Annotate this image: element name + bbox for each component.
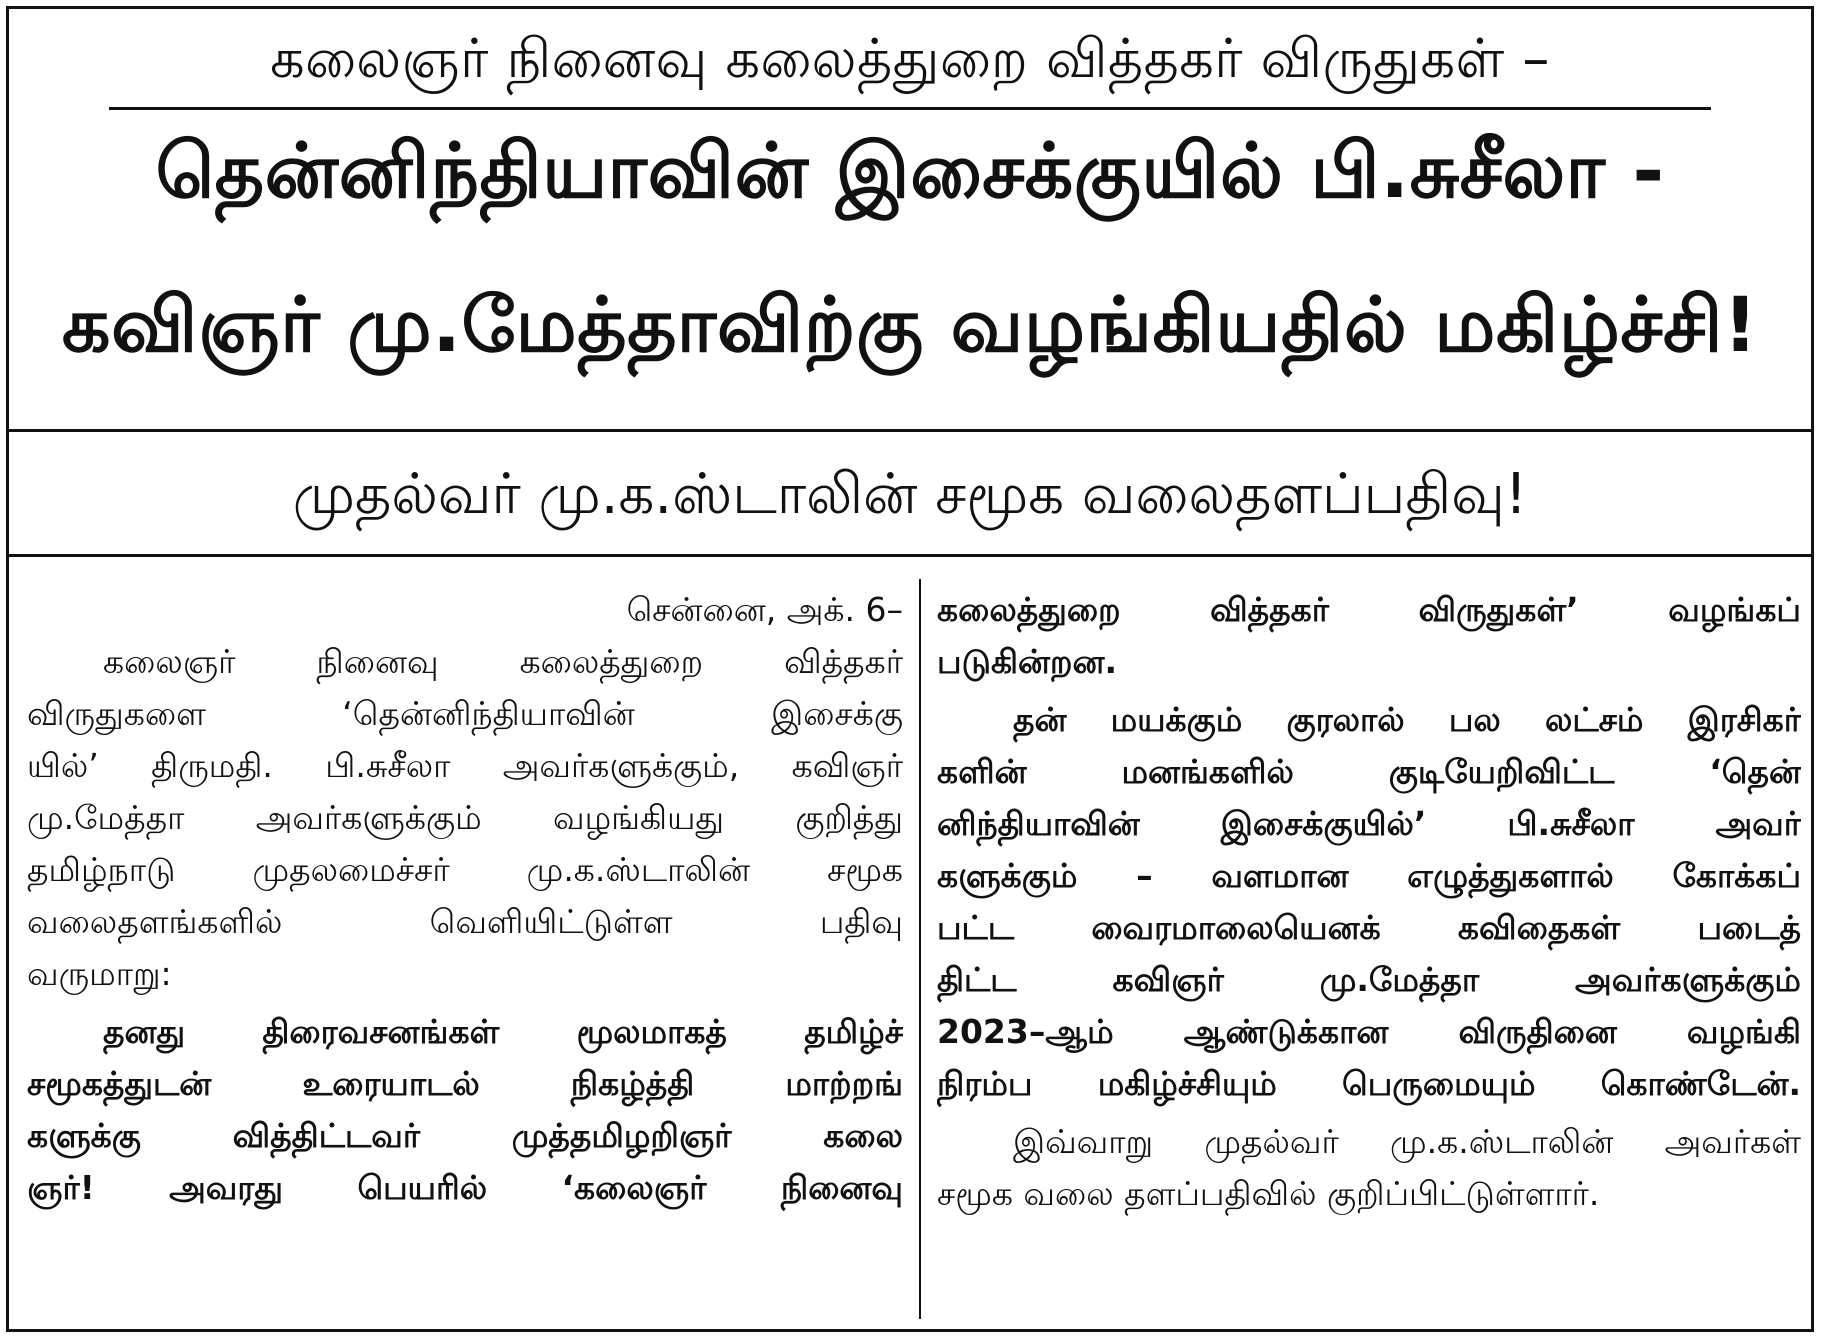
- kicker-underline: [109, 107, 1711, 110]
- quote-line: திட்ட கவிஞர் மு.மேத்தா அவர்களுக்கும்: [937, 960, 1801, 999]
- quote-line: பட்ட வைரமாலையெனக் கவிதைகள் படைத்: [937, 908, 1801, 947]
- quote-line: 2023–ஆம் ஆண்டுக்கான விருதினை வழங்கி: [937, 1012, 1801, 1051]
- paragraph-line: இவ்வாறு முதல்வர் மு.க.ஸ்டாலின் அவர்கள்: [1013, 1122, 1801, 1161]
- quote-line: களின் மனங்களில் குடியேறிவிட்ட ‘தென்: [937, 752, 1801, 791]
- kicker-line: கலைஞர் நினைவு கலைத்துறை வித்தகர் விருதுகள் –: [270, 27, 1550, 90]
- divider-rule-top: [9, 429, 1811, 432]
- quote-line: படுகின்றன.: [937, 642, 1118, 681]
- paragraph-line: தமிழ்நாடு முதலமைச்சர் மு.க.ஸ்டாலின் சமூக: [27, 850, 903, 889]
- divider-rule-bottom: [9, 554, 1811, 557]
- quote-line: தனது திரைவசனங்கள் மூலமாகத் தமிழ்ச்: [103, 1012, 903, 1051]
- paragraph-line: யில்’ திருமதி. பி.சுசீலா அவர்களுக்கும், கவிஞர்: [27, 746, 903, 785]
- paragraph-line: விருதுகளை ‘தென்னிந்தியாவின் இசைக்கு: [27, 694, 903, 733]
- quote-line: கலைத்துறை வித்தகர் விருதுகள்’ வழங்கப்: [937, 590, 1801, 629]
- quote-line: ஞர்! அவரது பெயரில் ‘கலைஞர் நினைவு: [27, 1168, 903, 1207]
- paragraph-line: சமூக வலை தளப்பதிவில் குறிப்பிட்டுள்ளார்.: [937, 1174, 1600, 1213]
- quote-line: தன் மயக்கும் குரலால் பல லட்சம் இரசிகர்: [1013, 700, 1801, 739]
- quote-line: களுக்கும் – வளமான எழுத்துகளால் கோக்கப்: [937, 856, 1801, 895]
- news-clipping: [6, 6, 1814, 1332]
- column-divider: [919, 579, 921, 1319]
- paragraph-line: வருமாறு:: [27, 954, 172, 993]
- paragraph-line: வலைதளங்களில் வெளியிட்டுள்ள பதிவு: [27, 902, 903, 941]
- subheadline: முதல்வர் மு.க.ஸ்டாலின் சமூக வலைதளப்பதிவு!: [292, 462, 1528, 527]
- article-column-right: [937, 584, 1801, 1220]
- paragraph-line: மு.மேத்தா அவர்களுக்கும் வழங்கியது குறித்து: [27, 798, 903, 837]
- quote-line: னிந்தியாவின் இசைக்குயில்’ பி.சுசீலா அவர்: [937, 804, 1801, 843]
- quote-line: களுக்கு வித்திட்டவர் முத்தமிழறிஞர் கலை: [27, 1116, 903, 1155]
- headline-line-1: தென்னிந்தியாவின் இசைக்குயில் பி.சுசீலா -: [155, 126, 1665, 215]
- quote-line: சமூகத்துடன் உரையாடல் நிகழ்த்தி மாற்றங்: [27, 1064, 903, 1103]
- headline-line-2: கவிஞர் மு.மேத்தாவிற்கு வழங்கியதில் மகிழ்ச்சி!: [61, 280, 1759, 369]
- paragraph-line: கலைஞர் நினைவு கலைத்துறை வித்தகர்: [103, 642, 903, 681]
- quote-line: நிரம்ப மகிழ்ச்சியும் பெருமையும் கொண்டேன்.: [937, 1064, 1801, 1103]
- article-column-left: [27, 584, 903, 1214]
- dateline: சென்னை, அக். 6–: [626, 590, 903, 629]
